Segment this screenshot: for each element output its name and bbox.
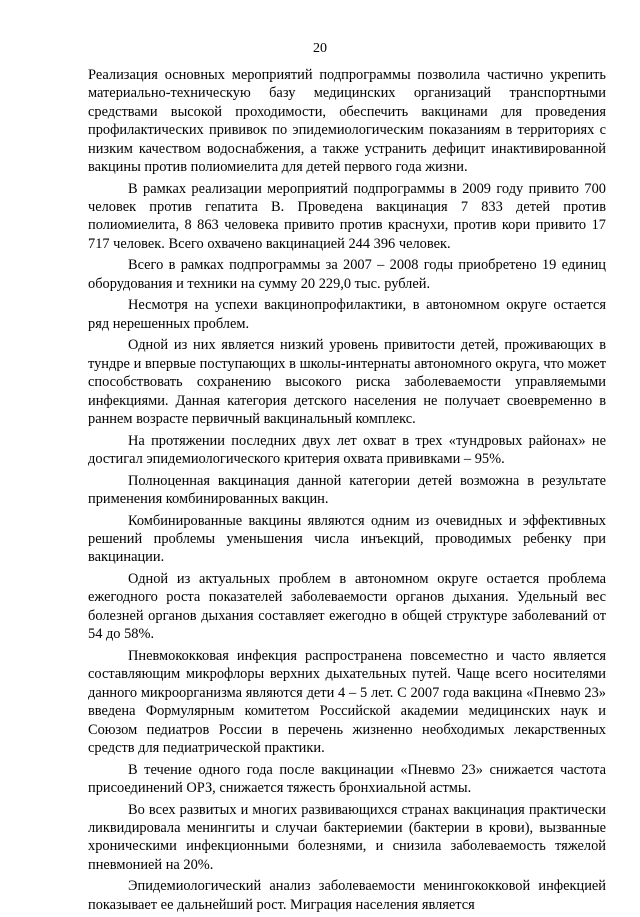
paragraph-6: На протяжении последних двух лет охват в трех «тундровых районах» не достигал эпидемиологического критерия охвата прививками – 95%. xyxy=(88,432,606,468)
paragraph-9: Одной из актуальных проблем в автономном округе остается проблема ежегодного роста показателей заболеваемости органов дыхания. Удельный вес болезней органов дыхания составляет ежегодно в общей структуре заболеваний от 54 до 58%. xyxy=(88,571,606,643)
paragraph-2: В рамках реализации мероприятий подпрограммы в 2009 году привито 700 человек против гепатита В. Проведена вакцинация 7 833 детей против полиомиелита, 8 863 человека привито против краснухи, против кори привито 17 717 человек. Всего охвачено вакцинацией 244 396 человек. xyxy=(88,180,606,252)
paragraph-11: В течение одного года после вакцинации «Пневмо 23» снижается частота присоединений ОРЗ, снижается тяжесть бронхиальной астмы. xyxy=(88,761,606,796)
paragraph-3: Всего в рамках подпрограммы за 2007 – 2008 годы приобретено 19 единиц оборудования и техники на сумму 20 229,0 тыс. рублей. xyxy=(88,257,606,292)
body-text xyxy=(88,66,606,917)
paragraph-12: Во всех развитых и многих развивающихся странах вакцинация практически ликвидировала менингиты и случаи бактериемии (бактерии в крови), вызванные хроническими инфекционными болезнями, и снизила заболеваемость тяжелой пневмонией на 20%. xyxy=(88,801,606,873)
page-number: 20 xyxy=(313,41,327,56)
paragraph-5: Одной из них является низкий уровень привитости детей, проживающих в тундре и впервые поступающих в школы-интернаты автономного округа, что может способствовать сохранению высокого риска заболеваемости управляемыми инфекциями. Данная категория детского населения не получает своевременно в раннем возрасте первичный вакцинальный комплекс. xyxy=(88,337,606,428)
paragraph-13: Эпидемиологический анализ заболеваемости менингококковой инфекцией показывает ее дальнейший рост. Миграция населения является xyxy=(88,878,606,913)
paragraph-8: Комбинированные вакцины являются одним из очевидных и эффективных решений проблемы уменьшения числа инъекций, проводимых ребенку при вакцинации. xyxy=(88,512,606,566)
paragraph-1: Реализация основных мероприятий подпрограммы позволила частично укрепить материально-техническую базу медицинских организаций транспортными средствами высокой проходимости, обеспечить вакцинами для проведения профилактических прививок по эпидемиологическим показаниям в территориях с низким качеством водоснабжения, а также устранить дефицит инактивированной вакцины против полиомиелита для детей первого года жизни. xyxy=(88,67,606,176)
paragraph-10: Пневмококковая инфекция распространена повсеместно и часто является составляющим микрофлоры верхних дыхательных путей. Чаще всего носителями данного микроорганизма являются дети 4 – 5 лет. С 2007 года вакцина «Пневмо 23» введена Формулярным комитетом Российской академии медицинских наук и Союзом педиатров России в перечень жизненно необходимых лекарственных средств для педиатрической практики. xyxy=(88,647,606,756)
paragraph-4: Несмотря на успехи вакцинопрофилактики, в автономном округе остается ряд нерешенных проблем. xyxy=(88,297,606,332)
paragraph-7: Полноценная вакцинация данной категории детей возможна в результате применения комбинированных вакцин. xyxy=(88,472,606,508)
